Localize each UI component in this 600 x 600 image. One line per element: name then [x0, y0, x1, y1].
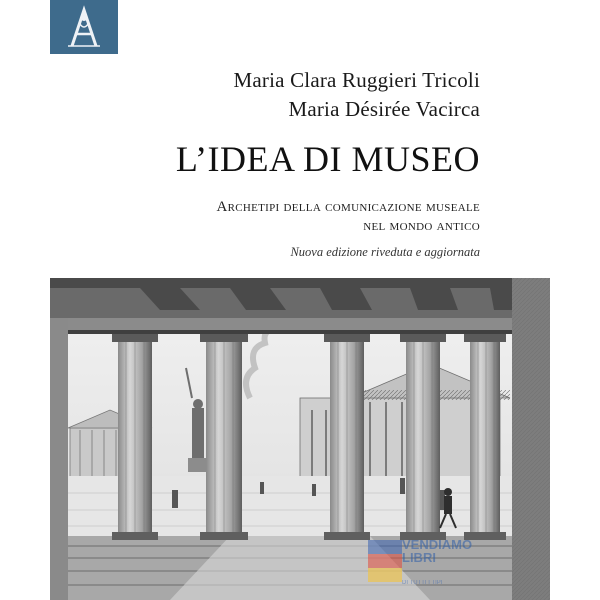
subtitle-line-1: Archetipi della comunicazione museale — [216, 199, 480, 215]
edition-note: Nuova edizione riveduta e aggiornata — [290, 245, 480, 259]
colonnade-illustration-icon — [50, 278, 550, 600]
watermark-line-2: LIBRI — [402, 550, 436, 565]
book-subtitle — [216, 198, 480, 236]
watermark-text — [402, 538, 472, 564]
author-1: Maria Clara Ruggieri Tricoli — [233, 68, 480, 92]
book-title: L’IDEA DI MUSEO — [175, 139, 480, 179]
author-2: Maria Désirée Vacirca — [288, 97, 480, 121]
watermark-subtext: DI TUTTI I TIPI — [402, 580, 443, 586]
subtitle-line-2: nel mondo antico — [363, 218, 480, 234]
watermark-line-1: VENDIAMO — [402, 537, 473, 552]
authors-block — [234, 66, 481, 124]
publisher-logo-icon — [50, 0, 118, 54]
cover-illustration — [50, 278, 550, 600]
publisher-logo — [50, 0, 118, 54]
book-cover — [50, 0, 550, 600]
